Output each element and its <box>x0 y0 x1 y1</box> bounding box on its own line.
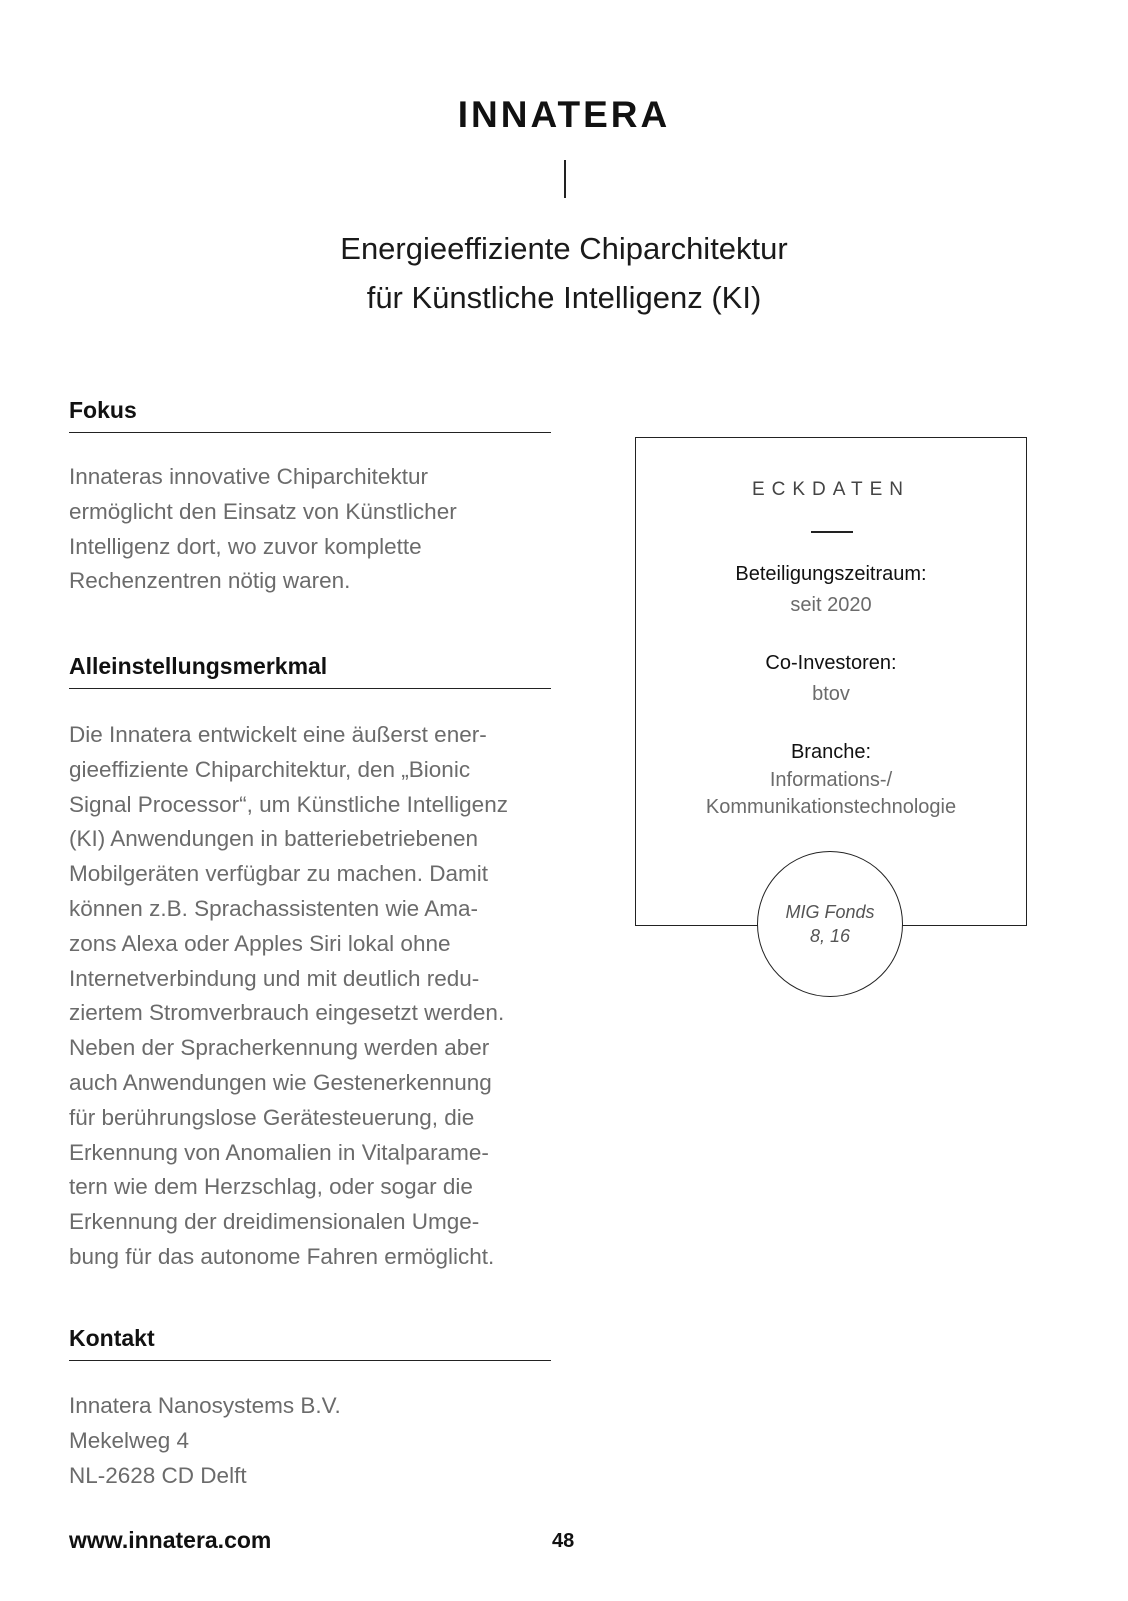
fokus-text <box>69 460 559 599</box>
branche-value-line-2: Kommunikationstechnologie <box>705 796 957 818</box>
branche-label: Branche: <box>790 741 872 763</box>
branche-value <box>635 767 1027 821</box>
alleinstellung-line: (KI) Anwendungen in batteriebetriebenen <box>69 826 479 852</box>
beteiligungszeitraum-label: Beteiligungszeitraum: <box>735 563 927 585</box>
co-investoren-value: btov <box>812 683 850 705</box>
alleinstellung-line: Die Innatera entwickelt eine äußerst ener- <box>69 722 487 747</box>
kontakt-line: Mekelweg 4 <box>69 1427 190 1453</box>
alleinstellung-line: bung für das autonome Fahren ermöglicht. <box>69 1243 495 1269</box>
alleinstellung-line: Erkennung der dreidimensionalen Umge- <box>69 1209 480 1235</box>
alleinstellung-line: zons Alexa oder Apples Siri lokal ohne <box>69 930 451 956</box>
alleinstellung-line: Internetverbindung und mit deutlich redu- <box>69 965 480 991</box>
fokus-heading: Fokus <box>69 397 551 433</box>
eckdaten-title: ECKDATEN <box>751 479 911 500</box>
fokus-line: Innateras innovative Chiparchitektur <box>69 464 428 489</box>
beteiligungszeitraum-value: seit 2020 <box>790 594 872 616</box>
alleinstellung-line: Signal Processor“, um Künstliche Intelligenz <box>69 791 508 817</box>
kontakt-address <box>69 1389 559 1493</box>
fokus-line: Rechenzentren nötig waren. <box>69 568 351 594</box>
subtitle-line-1: Energieeffiziente Chiparchitektur <box>340 231 788 266</box>
alleinstellungsmerkmal-heading: Alleinstellungsmerkmal <box>69 653 551 689</box>
fonds-line-1: MIG Fonds <box>785 902 875 922</box>
eckdaten-divider <box>811 531 853 533</box>
alleinstellung-line: Mobilgeräten verfügbar zu machen. Damit <box>69 861 488 887</box>
alleinstellung-line: können z.B. Sprachassistenten wie Ama- <box>69 895 478 921</box>
alleinstellung-line: auch Anwendungen wie Gestenerkennung <box>69 1069 492 1095</box>
alleinstellung-line: Erkennung von Anomalien in Vitalparame- <box>69 1139 489 1165</box>
alleinstellung-line: tern wie dem Herzschlag, oder sogar die <box>69 1174 473 1200</box>
kontakt-line: NL-2628 CD Delft <box>69 1462 247 1488</box>
fokus-line: Intelligenz dort, wo zuvor komplette <box>69 533 422 559</box>
alleinstellung-line: Neben der Spracherkennung werden aber <box>69 1035 490 1061</box>
kontakt-line: Innatera Nanosystems B.V. <box>69 1393 341 1418</box>
co-investoren-label: Co-Investoren: <box>765 652 897 674</box>
subtitle-line-2: für Künstliche Intelligenz (KI) <box>366 280 762 315</box>
alleinstellung-line: ziertem Stromverbrauch eingesetzt werden. <box>69 1000 505 1026</box>
page-number: 48 <box>552 1530 575 1552</box>
title-divider <box>564 160 566 198</box>
fokus-line: ermöglicht den Einsatz von Künstlicher <box>69 498 457 524</box>
alleinstellung-line: gieeffiziente Chiparchitektur, den „Bionic <box>69 756 471 782</box>
alleinstellungsmerkmal-text <box>69 718 559 1275</box>
branche-value-line-1: Informations-/ <box>769 769 893 791</box>
mig-fonds-badge <box>757 851 903 997</box>
page-subtitle <box>0 224 1128 322</box>
kontakt-heading: Kontakt <box>69 1325 551 1361</box>
alleinstellung-line: für berührungslose Gerätesteuerung, die <box>69 1104 475 1130</box>
website-link[interactable]: www.innatera.com <box>69 1527 272 1553</box>
company-name: INNATERA <box>457 94 671 135</box>
fonds-line-2: 8, 16 <box>809 926 851 946</box>
